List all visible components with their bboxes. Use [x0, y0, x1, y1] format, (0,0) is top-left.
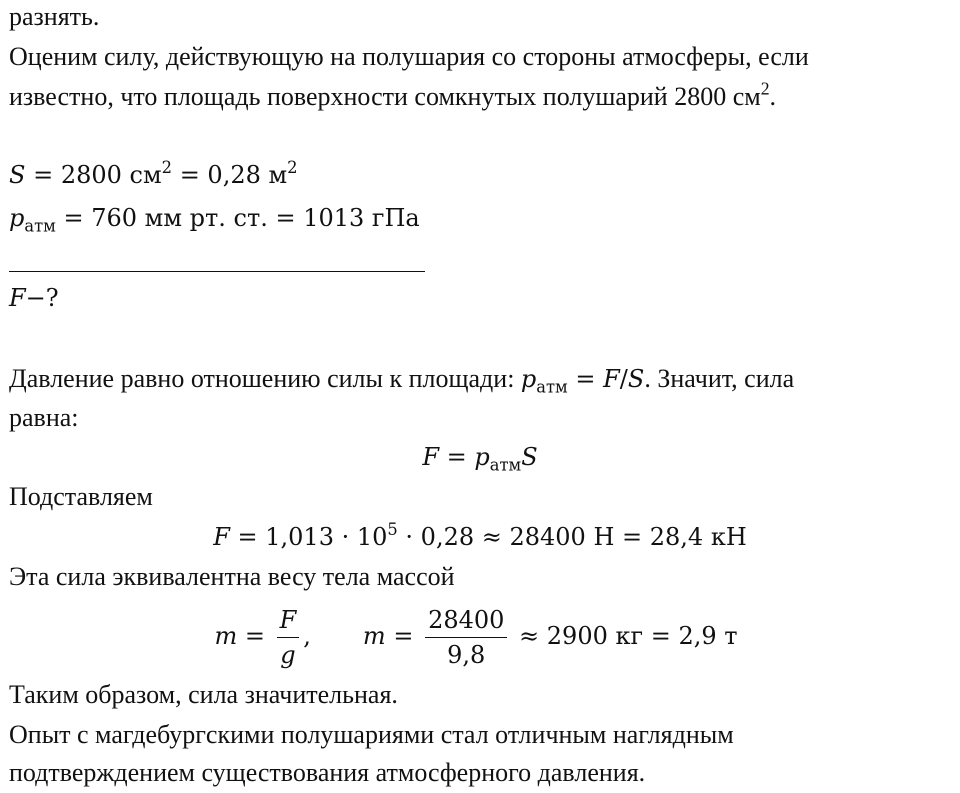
calc-left: = 1,013 · 10 [229, 523, 388, 551]
mass-num2: 28400 [425, 603, 507, 638]
mass-eq2: = [385, 622, 422, 650]
find-line [9, 283, 59, 313]
mass-fraction-2 [425, 603, 507, 672]
equivalent-label: Эта сила эквивалентна весу тела массой [9, 562, 455, 591]
area-exponent: 2 [161, 158, 173, 178]
main-sub: атм [489, 455, 522, 475]
area-si-exponent: 2 [287, 158, 298, 178]
area-variable: S [9, 161, 26, 189]
conclusion-line-3: подтверждением существования атмосферного давления. [9, 758, 646, 787]
find-variable: F [9, 284, 26, 312]
mass-den1: g [280, 641, 296, 669]
text-line-3-end: . [769, 82, 777, 111]
calc-right: · 0,28 ≈ 28400 Н = 28,4 кН [397, 523, 747, 551]
pressure-after: . Значит, сила [644, 364, 795, 393]
main-F: F [422, 443, 439, 471]
conclusion-line-2: Опыт с магдебургскими полушариями стал отличным наглядным [9, 720, 734, 749]
given-divider [9, 271, 425, 272]
area-value: = 2800 см [33, 161, 162, 189]
text-line-1: разнять. [9, 2, 100, 31]
pressure-line-2: равна: [9, 403, 79, 432]
text-line-2: Оценим силу, действующую на полушария со стороны атмосферы, если [9, 42, 809, 71]
pressure-subscript: атм [24, 216, 56, 236]
mass-result: ≈ 2900 кг = 2,9 т [511, 622, 738, 650]
calc-exponent: 5 [387, 520, 398, 540]
given-area [9, 160, 298, 190]
text-line-3 [9, 78, 777, 112]
ratio-F: F [603, 365, 620, 393]
pressure-intro: Давление равно отношению силы к площади: [9, 364, 515, 393]
main-eq: = [439, 443, 475, 471]
main-S: S [521, 443, 538, 471]
mass-den2: 9,8 [447, 641, 486, 669]
find-question: −? [25, 284, 59, 312]
mass-m1: m [214, 622, 238, 650]
ratio-eq: = [567, 365, 604, 393]
ratio-slash: / [619, 365, 628, 393]
pressure-statement [9, 364, 795, 397]
mass-num1: F [277, 603, 300, 638]
mass-fraction-1 [277, 603, 300, 672]
ratio-S: S [627, 365, 645, 393]
ratio-p: p [520, 365, 537, 393]
main-p: p [474, 443, 490, 471]
mass-formula [0, 600, 956, 672]
mass-m2: m [362, 622, 386, 650]
ratio-formula [520, 365, 645, 397]
mass-eq1: = [237, 622, 273, 650]
calc-formula [0, 522, 960, 552]
calc-F: F [213, 523, 230, 551]
pressure-variable: p [9, 204, 25, 232]
text-line-3-sup: 2 [760, 78, 770, 99]
ratio-sub: атм [536, 377, 568, 397]
area-si: = 0,28 м [179, 161, 288, 189]
substitute-label: Подставляем [9, 482, 153, 511]
pressure-value: = 760 мм рт. ст. = 1013 гПа [63, 204, 420, 232]
text-line-3-main: известно, что площадь поверхности сомкнутых полушарий 2800 см [9, 82, 761, 111]
conclusion-line-1: Таким образом, сила значительная. [9, 680, 398, 709]
given-pressure [9, 203, 420, 236]
main-formula [0, 442, 960, 475]
mass-comma: , [303, 622, 311, 650]
